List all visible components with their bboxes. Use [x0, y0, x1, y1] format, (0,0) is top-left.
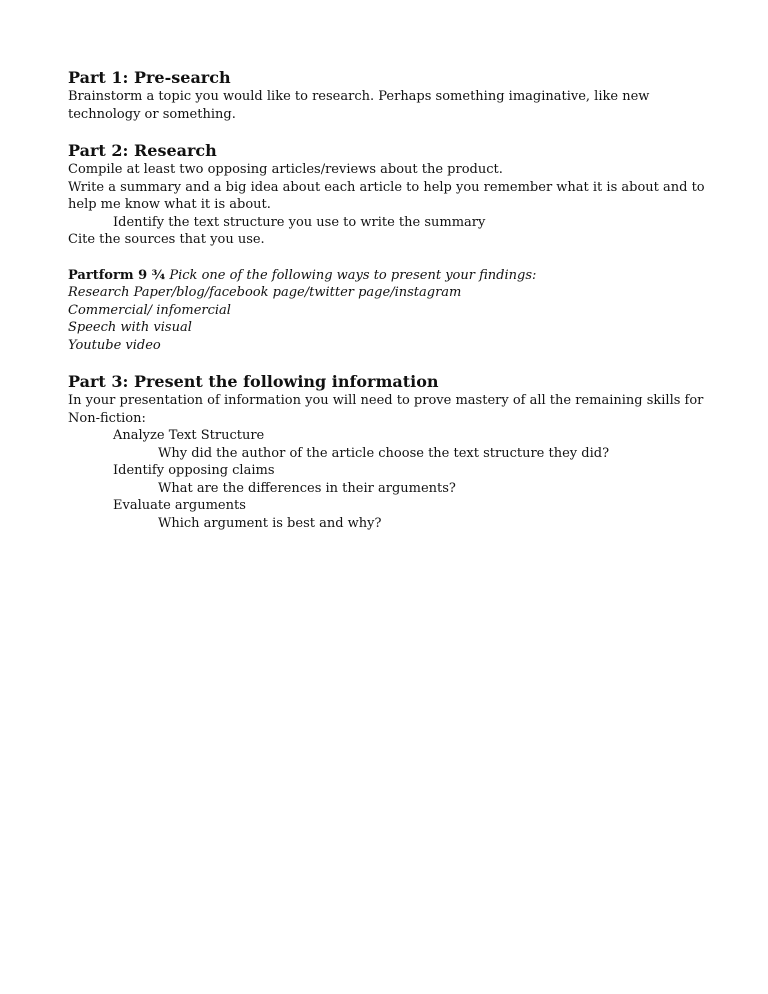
part1-heading: Part 1: Pre-search [68, 68, 231, 87]
skill-item: Analyze Text Structure [113, 428, 265, 443]
part1-body: Brainstorm a topic you would like to research. Perhaps something imaginative, like new technology or something. [68, 89, 650, 122]
spacer [68, 123, 708, 140]
skill-question: What are the differences in their arguments? [158, 480, 456, 496]
part2-heading: Part 2: Research [68, 141, 217, 160]
platform-option: Speech with visual [68, 320, 192, 335]
platform-line [68, 267, 708, 285]
platform-prompt: Pick one of the following ways to present your findings: [169, 267, 537, 283]
platform-option: Youtube video [68, 337, 161, 353]
spacer [68, 249, 708, 267]
skill-question: Which argument is best and why? [158, 515, 382, 531]
platform-label: Partform 9 ¾ [68, 267, 166, 283]
document-page [68, 67, 708, 532]
spacer [68, 354, 708, 371]
part2-compile-line: Compile at least two opposing articles/reviews about the product. [68, 162, 503, 177]
skill-item: Identify opposing claims [113, 463, 275, 478]
skill-item: Evaluate arguments [113, 498, 246, 513]
part2-text-structure-line: Identify the text structure you use to write the summary [113, 214, 486, 230]
part2-summary-line: Write a summary and a big idea about each article to help you remember what it is about and to help me know what it is about. [68, 179, 705, 212]
skill-question: Why did the author of the article choose the text structure they did? [158, 445, 610, 461]
part3-intro: In your presentation of information you will need to prove mastery of all the remaining skills for Non-fiction: [68, 393, 704, 426]
platform-option: Commercial/ infomercial [68, 302, 231, 318]
part3-heading: Part 3: Present the following information [68, 372, 439, 391]
part2-cite-line: Cite the sources that you use. [68, 232, 265, 247]
platform-option: Research Paper/blog/facebook page/twitter page/instagram [68, 285, 462, 300]
